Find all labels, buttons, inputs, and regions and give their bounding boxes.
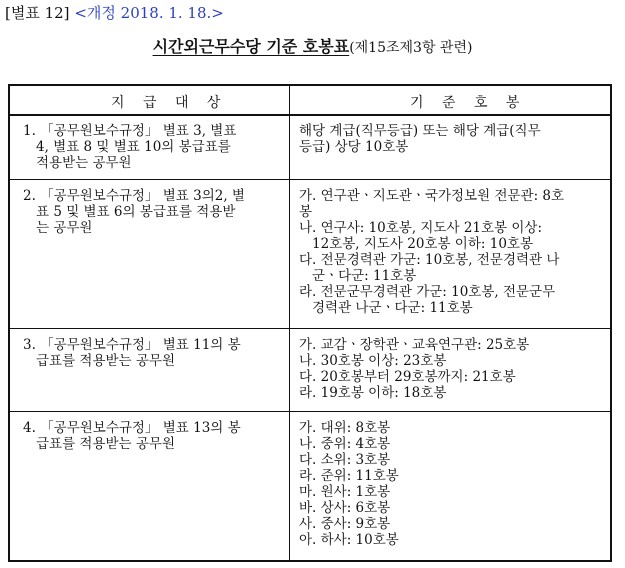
row-1-standard	[299, 123, 604, 155]
row-2-standard-line: 라. 전문군무경력관 가군: 10호봉, 전문군무	[299, 284, 556, 300]
row-divider	[10, 411, 610, 412]
row-1-target-line: 적용받는 공무원	[36, 155, 132, 171]
row-3-standard-line: 라. 19호봉 이하: 18호봉	[299, 385, 447, 401]
row-2-target-line: 2. 「공무원보수규정」 별표 3의2, 별	[23, 188, 245, 204]
row-3-standard-line: 가. 교감ㆍ장학관ㆍ교육연구관: 25호봉	[299, 337, 530, 353]
header-divider	[10, 114, 610, 116]
row-4-standard-line: 사. 중사: 9호봉	[299, 516, 391, 532]
row-1-target-line: 1. 「공무원보수규정」 별표 3, 별표	[23, 123, 237, 139]
row-2-standard	[299, 188, 604, 316]
row-2-standard-line: 군ㆍ다군: 11호봉	[312, 268, 417, 284]
row-2-standard-line: 가. 연구관ㆍ지도관ㆍ국가정보원 전문관: 8호	[299, 188, 565, 204]
document-title	[0, 36, 625, 59]
row-4-standard-line: 다. 소위: 3호봉	[299, 452, 391, 468]
row-2-standard-line: 다. 전문경력관 가군: 10호봉, 전문경력관 나	[299, 252, 560, 268]
row-divider	[10, 328, 610, 329]
header-standard: 기 준 호 봉	[410, 95, 527, 111]
row-1-target-line: 4, 별표 8 및 별표 10의 봉급표를	[36, 139, 231, 155]
amendment-date[interactable]: <개정 2018. 1. 18.>	[74, 4, 224, 22]
row-4-standard-line: 라. 준위: 11호봉	[299, 468, 399, 484]
row-1-target	[23, 123, 281, 171]
salary-step-table	[8, 84, 612, 562]
row-2-target-line: 표 5 및 별표 6의 봉급표를 적용받	[36, 204, 236, 220]
row-3-standard-line: 다. 20호봉부터 29호봉까지: 21호봉	[299, 369, 516, 385]
row-2-target-line: 는 공무원	[36, 220, 93, 236]
row-2-standard-line: 나. 연구사: 10호봉, 지도사 21호봉 이상:	[299, 220, 543, 236]
row-2-standard-line: 봉	[299, 204, 313, 220]
row-4-standard-line: 아. 하사: 10호봉	[299, 532, 399, 548]
row-3-target-line: 급표를 적용받는 공무원	[36, 353, 175, 369]
row-4-target-line: 4. 「공무원보수규정」 별표 13의 봉	[23, 420, 241, 436]
row-3-standard	[299, 337, 604, 401]
row-4-standard-line: 나. 중위: 4호봉	[299, 436, 391, 452]
row-3-target-line: 3. 「공무원보수규정」 별표 11의 봉	[23, 337, 241, 353]
row-2-standard-line: 경력관 나군ㆍ다군: 11호봉	[312, 300, 473, 316]
row-4-standard-line: 가. 대위: 8호봉	[299, 420, 391, 436]
row-divider	[10, 179, 610, 180]
header-target: 지 급 대 상	[111, 95, 228, 111]
column-divider	[289, 86, 290, 560]
row-4-standard-line: 마. 원사: 1호봉	[299, 484, 391, 500]
title-sub: (제15조제3항 관련)	[349, 40, 473, 56]
row-2-target	[23, 188, 281, 236]
appendix-label: [별표 12]	[5, 4, 70, 22]
row-1-standard-line: 해당 계급(직무등급) 또는 해당 계급(직무	[299, 123, 541, 139]
row-4-standard-line: 바. 상사: 6호봉	[299, 500, 391, 516]
row-2-standard-line: 12호봉, 지도사 20호봉 이하: 10호봉	[312, 236, 533, 252]
row-3-standard-line: 나. 30호봉 이상: 23호봉	[299, 353, 447, 369]
row-4-target	[23, 420, 281, 452]
document-header	[5, 3, 224, 23]
row-4-target-line: 급표를 적용받는 공무원	[36, 436, 175, 452]
title-main: 시간외근무수당 기준 호봉표	[152, 37, 350, 56]
row-4-standard	[299, 420, 604, 548]
row-3-target	[23, 337, 281, 369]
row-1-standard-line: 등급) 상당 10호봉	[299, 139, 409, 155]
